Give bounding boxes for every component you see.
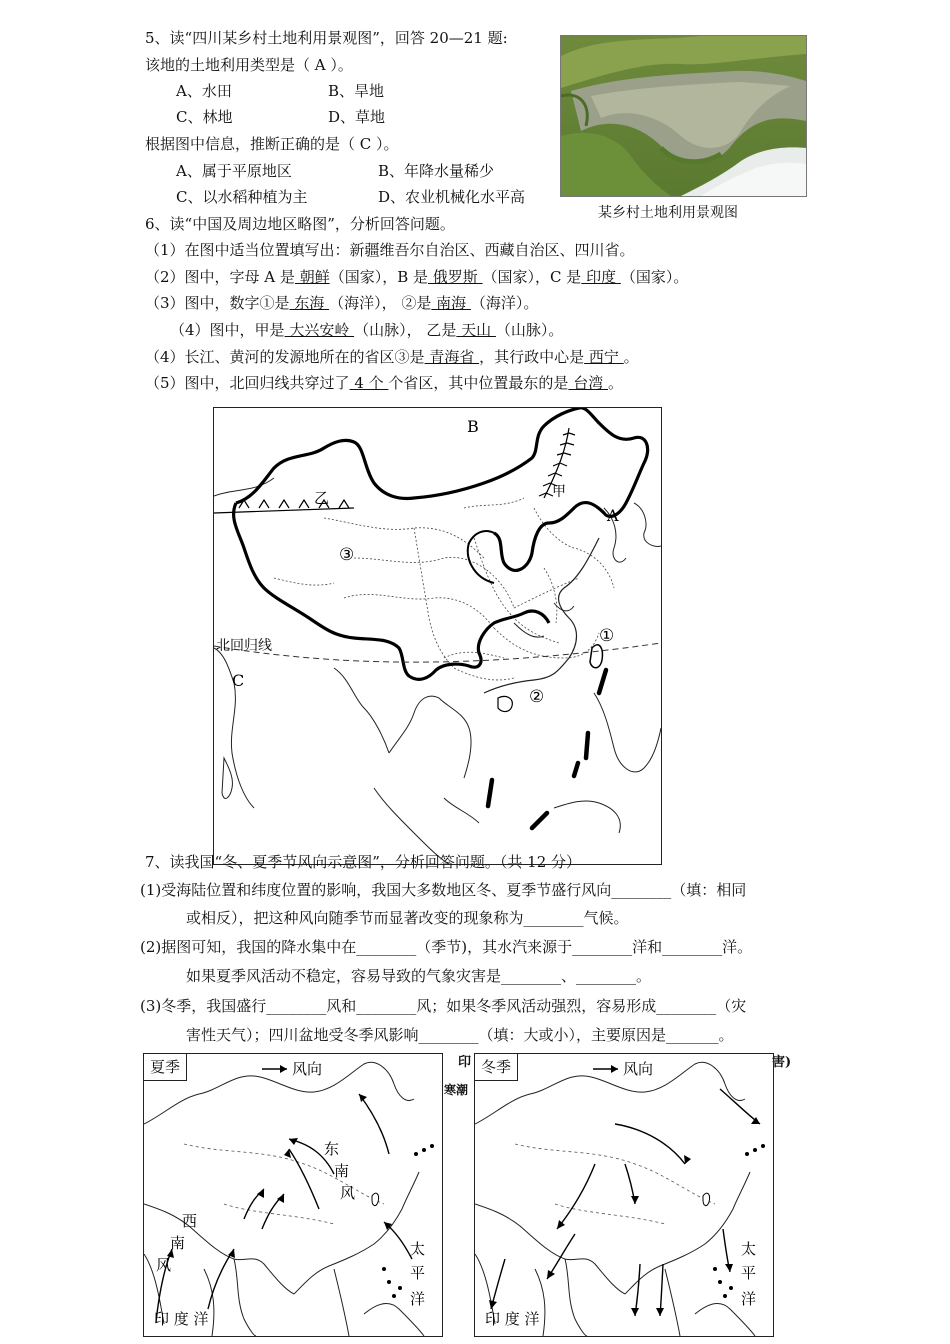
label-tropic: 北回归线 [216,638,272,654]
q6-p4-mid: （山脉）， 乙是 [354,321,457,339]
label-3: ③ [339,545,355,565]
winter-legend-label: 风向 [623,1060,654,1078]
winter-label-pacific-1: 太 [741,1240,757,1258]
q6-p2-post: （国家）。 [620,268,689,286]
winter-title: 冬季 [475,1054,518,1081]
q7-part-2a: (2)据图可知，我国的降水集中在________（季节)，其水汽来源于________洋和________洋。 [140,938,753,956]
hidden-text-fragment-3: 害) [772,1055,792,1070]
summer-label-sw-2: 南 [170,1234,186,1252]
summer-label-pacific-2: 平 [410,1264,426,1282]
q6-part-3 [145,293,538,313]
q6-p6-mid: 个省区，其中位置最东的是 [388,374,569,392]
summer-legend-label: 风向 [292,1060,323,1078]
q5-q2-option-c: C、以水稻种植为主 [176,188,308,206]
q6-p2-pre: （2）图中，字母 A 是 [145,268,295,286]
q5-question-1: 该地的土地利用类型是（ A ）。 [145,56,353,74]
hidden-text-fragment-1: 印 [458,1055,472,1070]
q5-option-b: B、旱地 [328,82,385,100]
q5-option-a: A、水田 [176,82,232,100]
q6-p3-post: （海洋）。 [470,294,539,312]
winter-label-indian-ocean: 印 度 洋 [485,1310,540,1328]
q6-part-4 [170,320,563,340]
q6-part-1: （1）在图中适当位置填写出：新疆维吾尔自治区、西藏自治区、四川省。 [145,241,635,259]
q6-p5-pre: （4）长江、黄河的发源地所在的省区③是 [145,348,425,366]
summer-label-se-3: 风 [340,1184,356,1202]
terraced-field-photo [560,35,807,197]
answer-b-country: 俄罗斯 [428,268,483,286]
answer-province-count: 4 个 [349,374,389,392]
label-2: ② [529,687,545,707]
q6-p5-mid: ，其行政中心是 [479,348,585,366]
answer-sea-1: 东海 [289,294,330,312]
q7-part-3a: (3)冬季，我国盛行________风和________风；如果冬季风活动强烈，容易形成________（灾 [140,997,747,1015]
china-region-map [213,407,662,865]
q6-p3-mid: （海洋）， ②是 [329,294,432,312]
answer-mountain-jia: 大兴安岭 [284,321,355,339]
q5-q2-option-a: A、属于平原地区 [176,162,292,180]
hidden-text-fragment-2: 寒潮 [444,1083,469,1097]
photo-caption: 某乡村土地利用景观图 [598,205,738,221]
answer-sea-2: 南海 [431,294,471,312]
label-a: A [607,506,619,525]
q6-p6-pre: （5）图中，北回归线共穿过了 [145,374,350,392]
answer-c-country: 印度 [581,268,621,286]
q6-intro: 6、读“中国及周边地区略图”，分析回答问题。 [145,215,455,233]
summer-title: 夏季 [144,1054,187,1081]
q5-option-d: D、草地 [328,108,386,126]
q6-p4-post: （山脉）。 [495,321,564,339]
q6-part-5 [145,347,639,367]
q6-p5-post: 。 [623,348,639,366]
q6-part-6 [145,373,623,393]
q6-p6-post: 。 [607,374,623,392]
q6-p3-pre: （3）图中，数字①是 [145,294,290,312]
q5-q2-option-b: B、年降水量稀少 [378,162,495,180]
q6-p2-mid2: （国家），C 是 [482,268,582,286]
winter-label-pacific-2: 平 [741,1264,757,1282]
label-yi: 乙 [314,489,330,507]
q6-p4-pre: （4）图中，甲是 [170,321,285,339]
label-b: B [467,417,479,436]
summer-wind-map [143,1053,443,1337]
answer-province-3: 青海省 [424,348,480,366]
q7-intro: 7、读我国“冬、夏季节风向示意图”，分析回答问题。（共 12 分） [145,853,582,871]
label-1: ① [599,626,615,646]
q5-question-2: 根据图中信息，推断正确的是（ C ）。 [145,135,399,153]
answer-mountain-yi: 天山 [456,321,496,339]
q7-part-1b: 或相反），把这种风向随季节而显著改变的现象称为________气候。 [186,909,629,927]
answer-capital: 西宁 [584,348,624,366]
answer-a-country: 朝鲜 [294,268,330,286]
summer-label-pacific-3: 洋 [410,1290,426,1308]
answer-easternmost: 台湾 [568,374,608,392]
q7-part-2b: 如果夏季风活动不稳定，容易导致的气象灾害是________、________。 [186,967,652,985]
q6-p2-mid1: （国家），B 是 [329,268,428,286]
summer-label-pacific-1: 太 [410,1240,426,1258]
summer-label-se-1: 东 [324,1140,340,1158]
q5-option-c: C、林地 [176,108,233,126]
summer-label-se-2: 南 [334,1162,350,1180]
summer-label-sw-1: 西 [182,1212,198,1230]
winter-label-pacific-3: 洋 [741,1290,757,1308]
q7-part-3b: 害性天气）；四川盆地受冬季风影响________（填：大或小），主要原因是_______。 [186,1026,734,1044]
q5-q2-option-d: D、农业机械化水平高 [378,188,526,206]
q6-part-2 [145,267,688,287]
label-jia: 甲 [552,484,566,500]
summer-label-sw-3: 风 [156,1256,172,1274]
winter-wind-map [474,1053,774,1337]
q7-part-1a: (1)受海陆位置和纬度位置的影响，我国大多数地区冬、夏季节盛行风向________（填：相同 [140,881,747,899]
label-c: C [232,671,245,690]
summer-label-indian-ocean: 印 度 洋 [154,1310,209,1328]
q5-intro: 5、读“四川某乡村土地利用景观图”，回答 20—21 题: [145,29,508,47]
